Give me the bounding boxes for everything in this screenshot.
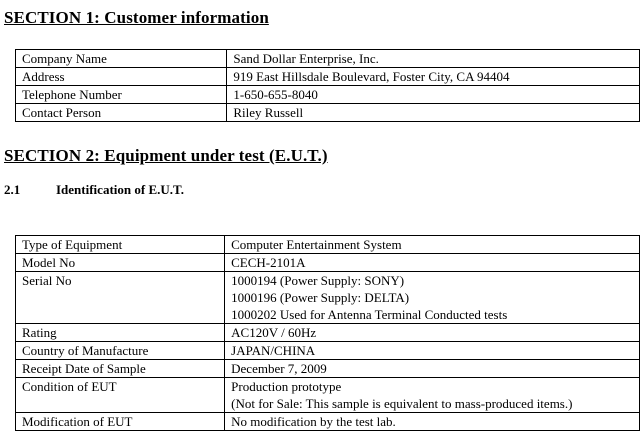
type-of-equipment-value bbox=[225, 236, 640, 254]
type-of-equipment-label: Type of Equipment bbox=[16, 236, 225, 254]
contact-person-label: Contact Person bbox=[16, 104, 227, 122]
customer-info-table bbox=[15, 49, 640, 122]
table-row bbox=[16, 360, 640, 378]
value-line: December 7, 2009 bbox=[231, 361, 327, 376]
section-1-heading: SECTION 1: Customer information bbox=[4, 8, 269, 27]
eut-identification-table bbox=[15, 235, 640, 431]
rating-value bbox=[225, 324, 640, 342]
model-no-value bbox=[225, 254, 640, 272]
table-row bbox=[16, 272, 640, 324]
subsection-title: Identification of E.U.T. bbox=[56, 182, 184, 197]
table-row bbox=[16, 86, 640, 104]
telephone-value: 1-650-655-8040 bbox=[227, 86, 640, 104]
value-line: 1000194 (Power Supply: SONY) bbox=[231, 273, 405, 288]
table-row bbox=[16, 50, 640, 68]
receipt-date-value bbox=[225, 360, 640, 378]
subsection-number: 2.1 bbox=[4, 182, 21, 197]
country-of-manufacture-label: Country of Manufacture bbox=[16, 342, 225, 360]
table-row bbox=[16, 254, 640, 272]
receipt-date-label: Receipt Date of Sample bbox=[16, 360, 225, 378]
value-line: 1000196 (Power Supply: DELTA) bbox=[231, 290, 410, 305]
modification-of-eut-label: Modification of EUT bbox=[16, 413, 225, 431]
table-row bbox=[16, 324, 640, 342]
table-row bbox=[16, 342, 640, 360]
value-line: CECH-2101A bbox=[231, 255, 306, 270]
subsection-heading bbox=[4, 182, 184, 198]
table-row bbox=[16, 104, 640, 122]
table-row bbox=[16, 68, 640, 86]
company-name-value: Sand Dollar Enterprise, Inc. bbox=[227, 50, 640, 68]
table-row bbox=[16, 378, 640, 413]
modification-of-eut-value bbox=[225, 413, 640, 431]
value-line: 1000202 Used for Antenna Terminal Conducted tests bbox=[231, 307, 508, 322]
table-row bbox=[16, 236, 640, 254]
country-of-manufacture-value bbox=[225, 342, 640, 360]
value-line: Production prototype bbox=[231, 379, 342, 394]
address-value: 919 East Hillsdale Boulevard, Foster City, CA 94404 bbox=[227, 68, 640, 86]
value-line: No modification by the test lab. bbox=[231, 414, 396, 429]
condition-of-eut-label: Condition of EUT bbox=[16, 378, 225, 413]
value-line: AC120V / 60Hz bbox=[231, 325, 317, 340]
value-line: (Not for Sale: This sample is equivalent to mass-produced items.) bbox=[231, 396, 573, 411]
telephone-label: Telephone Number bbox=[16, 86, 227, 104]
contact-person-value: Riley Russell bbox=[227, 104, 640, 122]
table-row bbox=[16, 413, 640, 431]
rating-label: Rating bbox=[16, 324, 225, 342]
serial-no-value bbox=[225, 272, 640, 324]
model-no-label: Model No bbox=[16, 254, 225, 272]
condition-of-eut-value bbox=[225, 378, 640, 413]
serial-no-label: Serial No bbox=[16, 272, 225, 324]
section-2-heading: SECTION 2: Equipment under test (E.U.T.) bbox=[4, 146, 328, 165]
value-line: JAPAN/CHINA bbox=[231, 343, 316, 358]
value-line: Computer Entertainment System bbox=[231, 237, 402, 252]
address-label: Address bbox=[16, 68, 227, 86]
company-name-label: Company Name bbox=[16, 50, 227, 68]
